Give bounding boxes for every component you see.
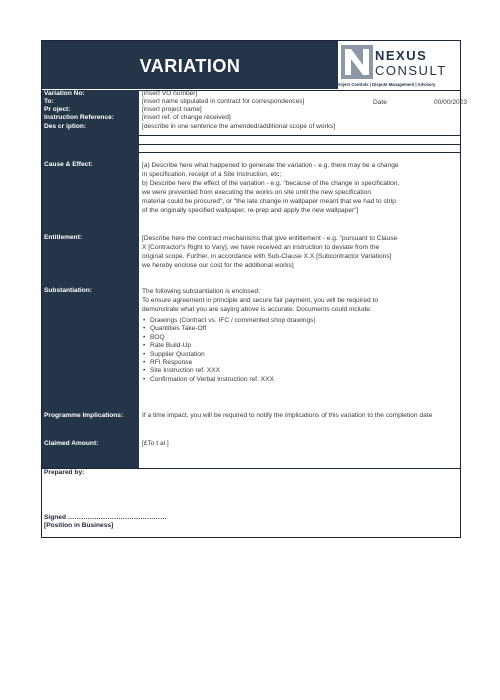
list-item: • Drawings (Contract vs. IFC / commented shop drawings) xyxy=(150,317,454,325)
text-line: b) Describe here the effect of the variation - e.g. "because of the change in specification, xyxy=(142,180,400,187)
list-item: • Site Instruction ref. XXX xyxy=(150,367,454,375)
divider xyxy=(139,135,460,136)
to-label: To: xyxy=(44,98,54,105)
claimed-amount-value: [£To t al ] xyxy=(142,440,169,447)
text-line: original scope. Further, in accordance with Sub-Clause X.X [Subcontractor Variations] xyxy=(142,253,392,260)
divider xyxy=(139,144,460,145)
variation-no-label: Variation No: xyxy=(44,90,85,97)
form-title: VARIATION xyxy=(139,56,241,76)
cause-effect-label: Cause & Effect: xyxy=(44,161,93,168)
instruction-ref-label: Instruction Reference: xyxy=(44,114,114,121)
text-line: we hereby enclose our cost for the additional works] xyxy=(142,262,294,269)
substantiation-text xyxy=(142,287,454,384)
project-value: [insert project name] xyxy=(142,106,202,113)
programme-label: Programme Implications: xyxy=(44,412,124,419)
logo-word-consult: CONSULT xyxy=(375,63,447,78)
title-band xyxy=(42,41,338,89)
logo-mark-icon xyxy=(341,45,373,79)
text-line: [Describe here the contract mechanisms that give entitlement - e.g. "pursuant to Clause xyxy=(142,235,398,242)
cause-effect-text xyxy=(142,161,454,215)
entitlement-label: Entitlement: xyxy=(44,234,83,241)
text-line: demonstrate what you are saying above is accurate. Documents could include: xyxy=(142,306,372,313)
text-line: The following substantiation is enclosed: xyxy=(142,288,261,295)
claimed-amount-label: Claimed Amount: xyxy=(44,440,99,447)
programme-value: If a time impact, you will be required to notify the implications of this variation to the completion date xyxy=(142,412,433,419)
text-line: To ensure agreement in principle and secure fair payment, you will be required to xyxy=(142,297,379,304)
description-label: Des cr iption: xyxy=(44,123,87,130)
project-label: Pr oject: xyxy=(44,106,71,113)
variation-no-value: [insert VO number] xyxy=(142,90,198,97)
list-item: • RFI Response xyxy=(150,359,454,367)
to-value: [insert name stipulated in contract for correspondences] xyxy=(142,98,305,105)
signature-block xyxy=(42,468,460,538)
list-item: • BOQ xyxy=(150,334,454,342)
text-line: [a) Describe here what happened to generate the variation - e.g. there may be a change xyxy=(142,162,399,169)
logo-tagline: Project Controls | Dispute Management | Advisory xyxy=(336,82,436,87)
logo-word-nexus: NEXUS xyxy=(375,48,428,63)
list-item: • Confirmation of Verbal Instruction ref. XXX xyxy=(150,376,454,384)
text-line: material could be procured", or "the late change in wallpaper meant that we had to strip xyxy=(142,198,396,205)
date-label: Date xyxy=(373,99,387,106)
instruction-ref-value: [insert ref. of change received] xyxy=(142,114,231,121)
document-list xyxy=(142,317,454,384)
company-logo xyxy=(338,41,460,89)
signed-line: Signed ……………………………………… xyxy=(44,514,167,521)
variation-form xyxy=(41,40,468,538)
text-line: in specification, receipt of a Site Instruction, etc; xyxy=(142,171,282,178)
description-value: [describe in one sentence the amended/additional scope of works] xyxy=(142,123,336,130)
prepared-by-label: Prepared by: xyxy=(44,469,85,476)
list-item: • Quantities Take-Off xyxy=(150,325,454,333)
text-line: X [Contractor's Right to Vary], we have received an instruction to deviate from the xyxy=(142,244,380,251)
list-item: • Rate Build-Up xyxy=(150,342,454,350)
position-label: [Position in Business] xyxy=(44,522,114,529)
list-item: • Supplier Quotation xyxy=(150,351,454,359)
text-line: we were prevented from executing the works on site until the new specification xyxy=(142,189,372,196)
divider xyxy=(139,152,460,153)
substantiation-label: Substantiation: xyxy=(44,287,92,294)
text-line: of the originally specified wallpaper, re-prep and apply the new wallpaper"] xyxy=(142,207,359,214)
date-value: 00/00/2023 xyxy=(434,99,468,106)
form-header xyxy=(42,41,460,91)
entitlement-text xyxy=(142,234,454,270)
